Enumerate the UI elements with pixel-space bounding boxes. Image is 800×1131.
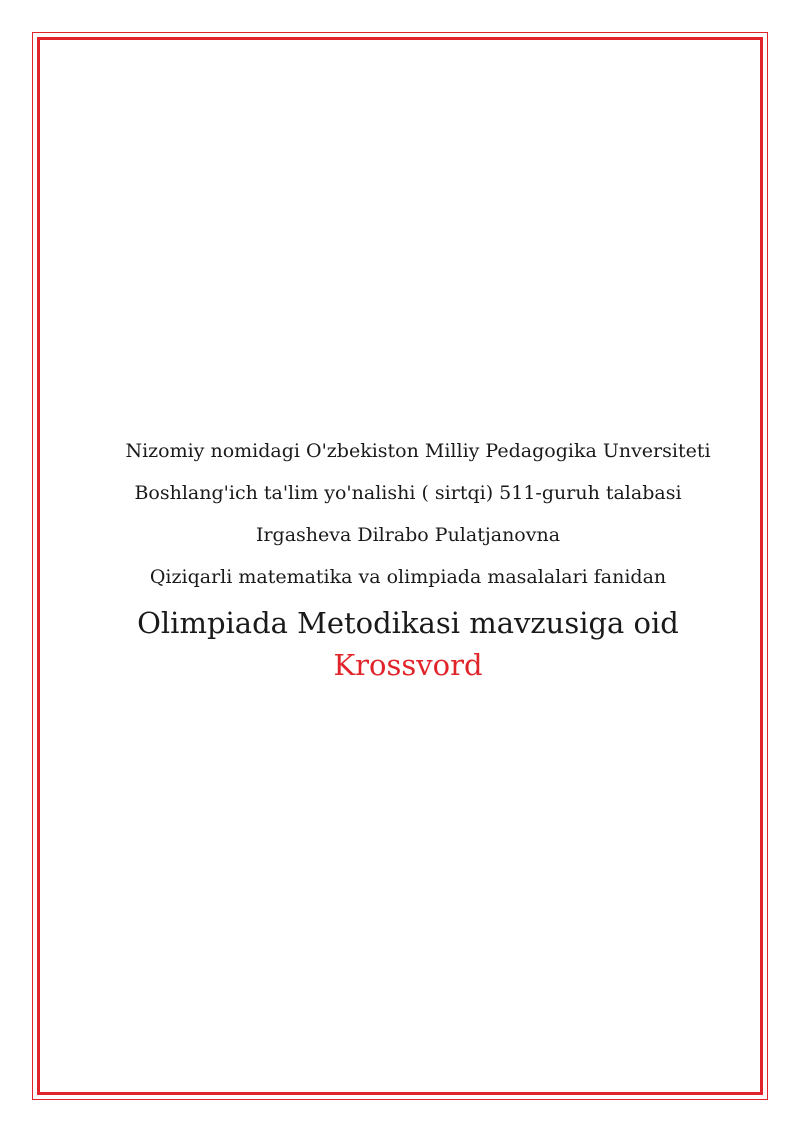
- university-name: Nizomiy nomidagi O'zbekiston Milliy Pedagogika Unversiteti: [125, 440, 711, 462]
- topic-title: Olimpiada Metodikasi mavzusiga oid: [137, 606, 679, 640]
- work-type-title: Krossvord: [333, 648, 483, 682]
- title-page-content: [40, 430, 760, 686]
- student-name: Irgasheva Dilrabo Pulatjanovna: [255, 524, 561, 546]
- faculty-group-line: Boshlang'ich ta'lim yo'nalishi ( sirtqi) 511-guruh talabasi: [134, 482, 682, 504]
- subject-line: Qiziqarli matematika va olimpiada masalalari fanidan: [149, 566, 667, 588]
